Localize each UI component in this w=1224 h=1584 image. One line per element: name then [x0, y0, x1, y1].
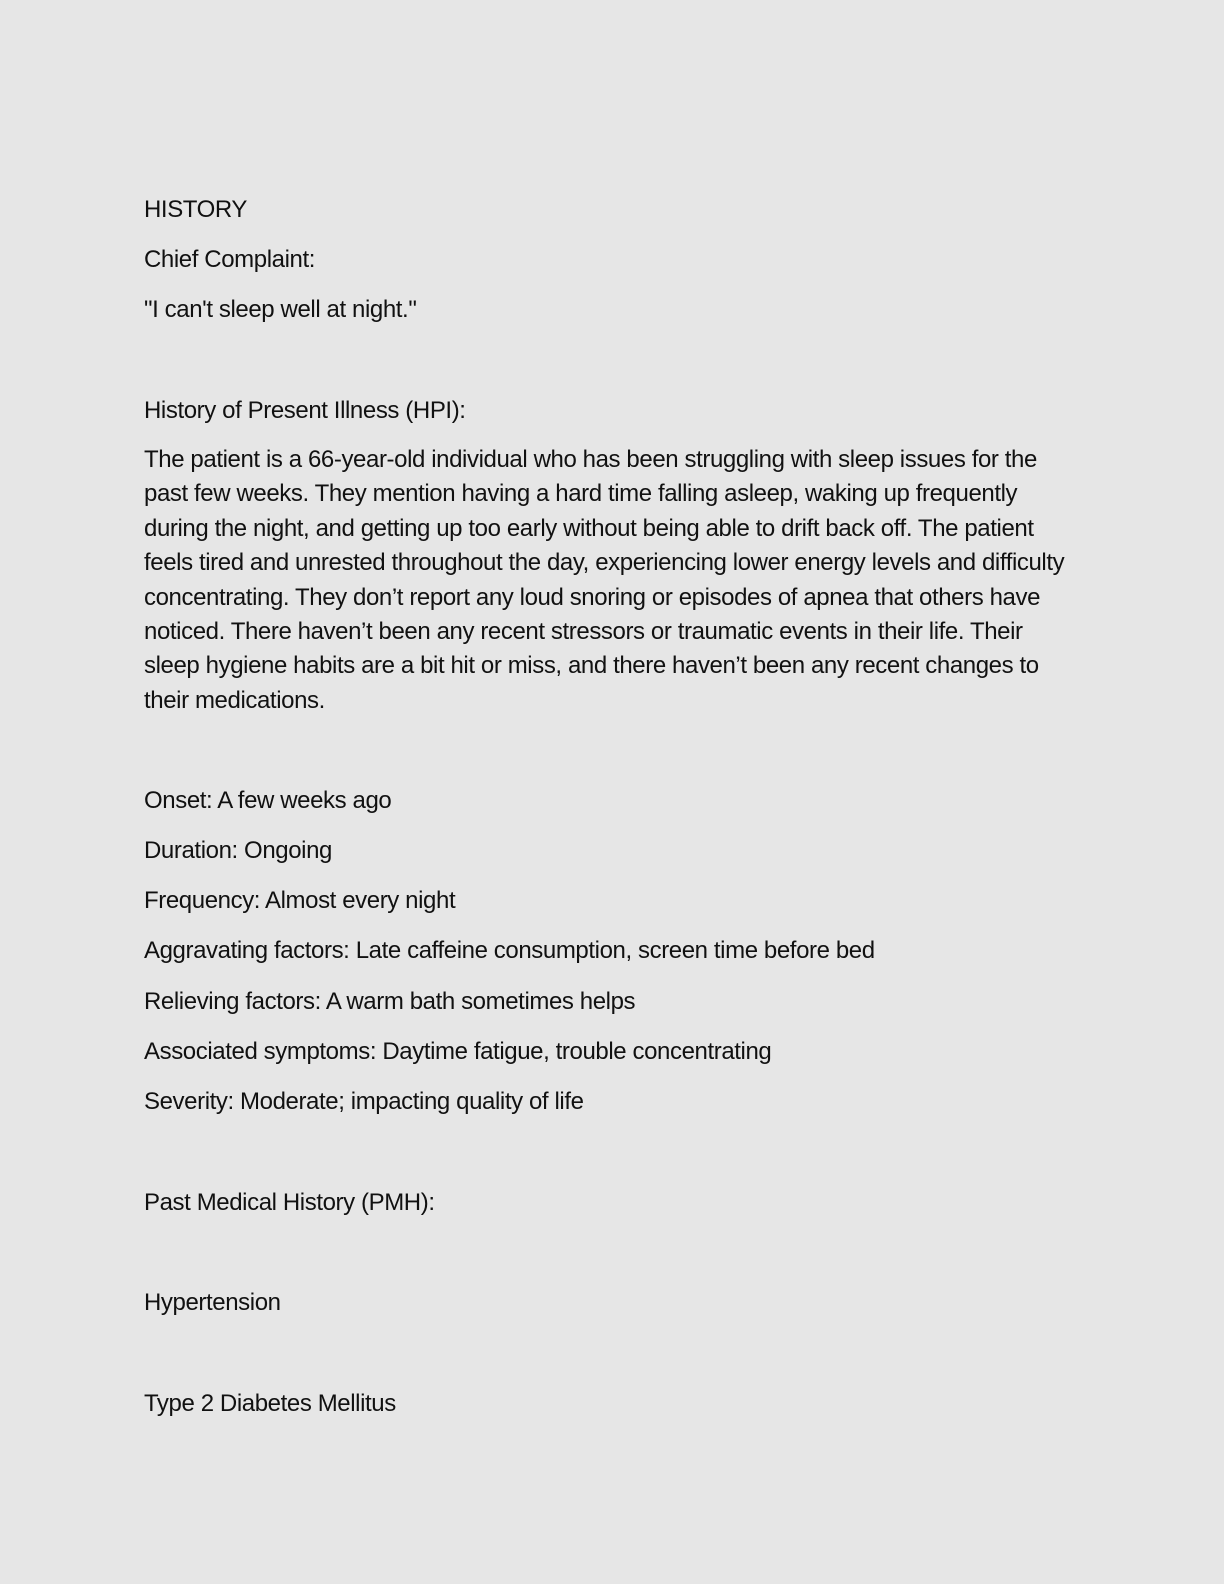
detail-relieving-factors: Relieving factors: A warm bath sometimes helps [144, 988, 636, 1015]
hpi-line: sleep hygiene habits are a bit hit or miss, and there haven’t been any recent changes to [144, 652, 1039, 680]
hpi-line: The patient is a 66-year-old individual who has been struggling with sleep issues for the [144, 446, 1037, 473]
hpi-paragraph [144, 443, 1064, 718]
hpi-line: during the night, and getting up too early without being able to drift back off. The patient [144, 514, 1034, 542]
detail-onset: Onset: A few weeks ago [144, 787, 392, 814]
pmh-item: Type 2 Diabetes Mellitus [144, 1390, 396, 1417]
hpi-line: concentrating. They don’t report any loud snoring or episodes of apnea that others have [144, 583, 1041, 611]
chief-complaint-label: Chief Complaint: [144, 246, 316, 273]
pmh-label: Past Medical History (PMH): [144, 1189, 435, 1216]
detail-associated-symptoms: Associated symptoms: Daytime fatigue, trouble concentrating [144, 1038, 772, 1065]
chief-complaint-quote: "I can't sleep well at night." [144, 296, 417, 323]
hpi-line: past few weeks. They mention having a hard time falling asleep, waking up frequently [144, 480, 1018, 508]
detail-frequency: Frequency: Almost every night [144, 887, 456, 914]
detail-duration: Duration: Ongoing [144, 837, 332, 864]
hpi-label: History of Present Illness (HPI): [144, 397, 466, 424]
detail-aggravating-factors: Aggravating factors: Late caffeine consumption, screen time before bed [144, 937, 875, 964]
hpi-line: their medications. [144, 686, 325, 714]
hpi-line: feels tired and unrested throughout the day, experiencing lower energy levels and difficulty [144, 549, 1065, 577]
detail-severity: Severity: Moderate; impacting quality of life [144, 1088, 584, 1115]
hpi-line: noticed. There haven’t been any recent stressors or traumatic events in their life. Their [144, 618, 1023, 646]
pmh-item: Hypertension [144, 1289, 281, 1316]
section-heading: HISTORY [144, 196, 248, 223]
